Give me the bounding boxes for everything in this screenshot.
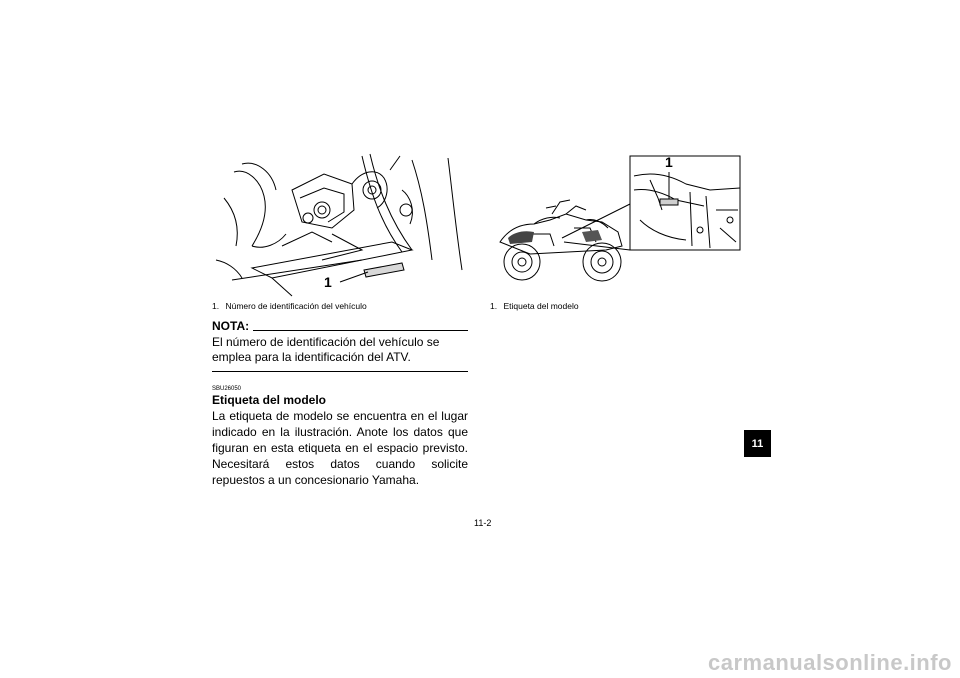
nota-text: El número de identificación del vehículo se emplea para la identificación del ATV.: [212, 335, 440, 364]
atv-drawing: [490, 150, 746, 300]
model-label-section: [212, 386, 468, 488]
model-label-illustration: [490, 150, 746, 300]
vin-figure-caption: [212, 301, 367, 311]
caption-label: Etiqueta del modelo: [503, 301, 579, 311]
page-number: 11-2: [474, 518, 492, 528]
caption-index: 1.: [490, 301, 498, 311]
caption-index: 1.: [212, 301, 220, 311]
vin-callout-number: 1: [324, 274, 332, 290]
nota-header: [212, 320, 468, 333]
model-label-figure-caption: [490, 301, 579, 311]
caption-label: Número de identificación del vehículo: [225, 301, 367, 311]
section-body: La etiqueta de modelo se encuentra en el lugar indicado en la ilustración. Anote los datos que figuran en esta etiqueta en el espacio previsto. Necesitará estos datos cuando solicite repuestos a un concesionario Yamaha.: [212, 409, 468, 487]
watermark: carmanualsonline.info: [708, 650, 952, 675]
nota-bottom-rule: [212, 371, 468, 372]
nota-block: [212, 320, 468, 372]
section-title: Etiqueta del modelo: [212, 393, 327, 407]
vin-frame-drawing: [212, 150, 468, 298]
model-label-callout-number: 1: [665, 154, 673, 170]
chapter-badge: 11: [744, 430, 771, 457]
section-code: SBU26050: [212, 386, 242, 392]
nota-rule: [253, 330, 468, 331]
vin-location-illustration: [212, 150, 468, 298]
nota-label: NOTA:: [212, 319, 250, 333]
